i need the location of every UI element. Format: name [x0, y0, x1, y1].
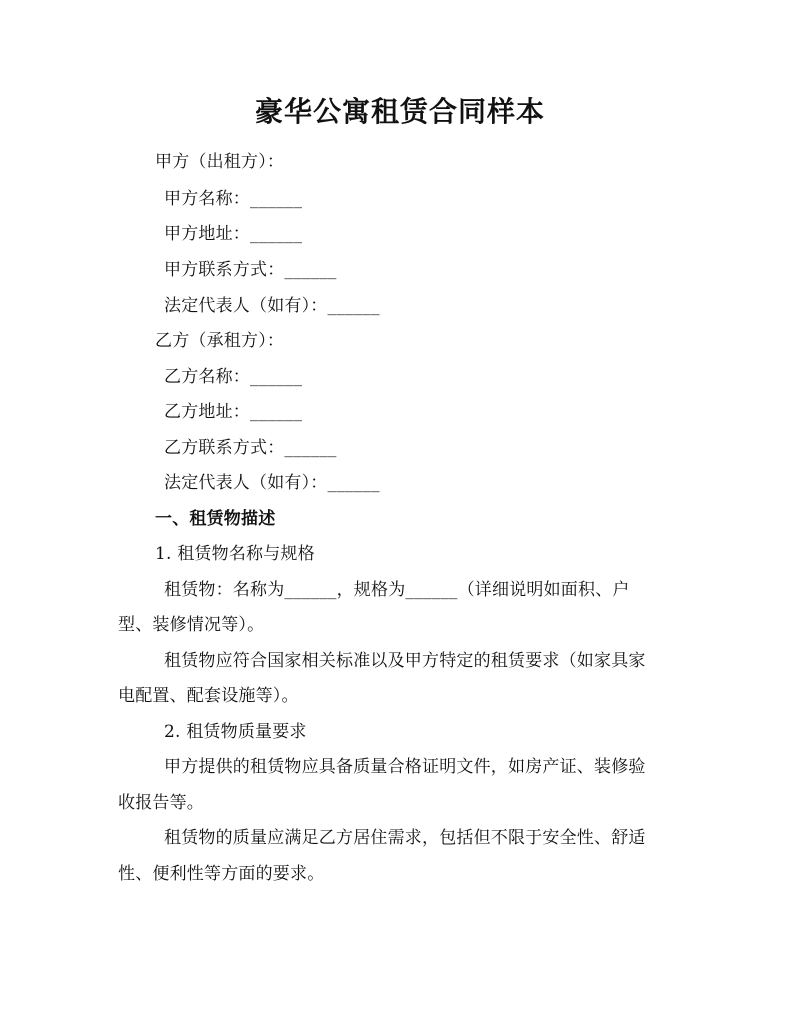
paragraph-line: 甲方提供的租赁物应具备质量合格证明文件，如房产证、装修验 — [164, 757, 646, 777]
party-b-contact: 乙方联系方式：______ — [164, 438, 337, 458]
paragraph-line: 租赁物应符合国家相关标准以及甲方特定的租赁要求（如家具家 — [164, 651, 646, 671]
paragraph-line: 型、装修情况等）。 — [118, 615, 265, 635]
party-b-legal-rep: 法定代表人（如有）：______ — [164, 473, 380, 493]
document-title: 豪华公寓租赁合同样本 — [254, 95, 545, 128]
section-heading: 一、租赁物描述 — [155, 509, 276, 529]
party-a-legal-rep: 法定代表人（如有）：______ — [164, 296, 380, 316]
paragraph-line: 租赁物的质量应满足乙方居住需求，包括但不限于安全性、舒适 — [164, 828, 646, 848]
party-b-label: 乙方（承租方）： — [155, 331, 285, 351]
party-b-address: 乙方地址：______ — [164, 402, 303, 422]
party-b-name: 乙方名称：______ — [164, 367, 303, 387]
paragraph-line: 性、便利性等方面的要求。 — [118, 864, 325, 884]
party-a-address: 甲方地址：______ — [164, 224, 303, 244]
paragraph-line: 租赁物：名称为______，规格为______（详细说明如面积、户 — [164, 580, 630, 600]
paragraph-line: 收报告等。 — [118, 793, 204, 813]
paragraph-line: 电配置、配套设施等）。 — [118, 686, 299, 706]
party-a-name: 甲方名称：______ — [164, 189, 303, 209]
subsection-heading: 2. 租赁物质量要求 — [164, 722, 307, 742]
subsection-heading: 1. 租赁物名称与规格 — [155, 544, 315, 564]
party-a-label: 甲方（出租方）： — [155, 152, 285, 172]
party-a-contact: 甲方联系方式：______ — [164, 260, 337, 280]
